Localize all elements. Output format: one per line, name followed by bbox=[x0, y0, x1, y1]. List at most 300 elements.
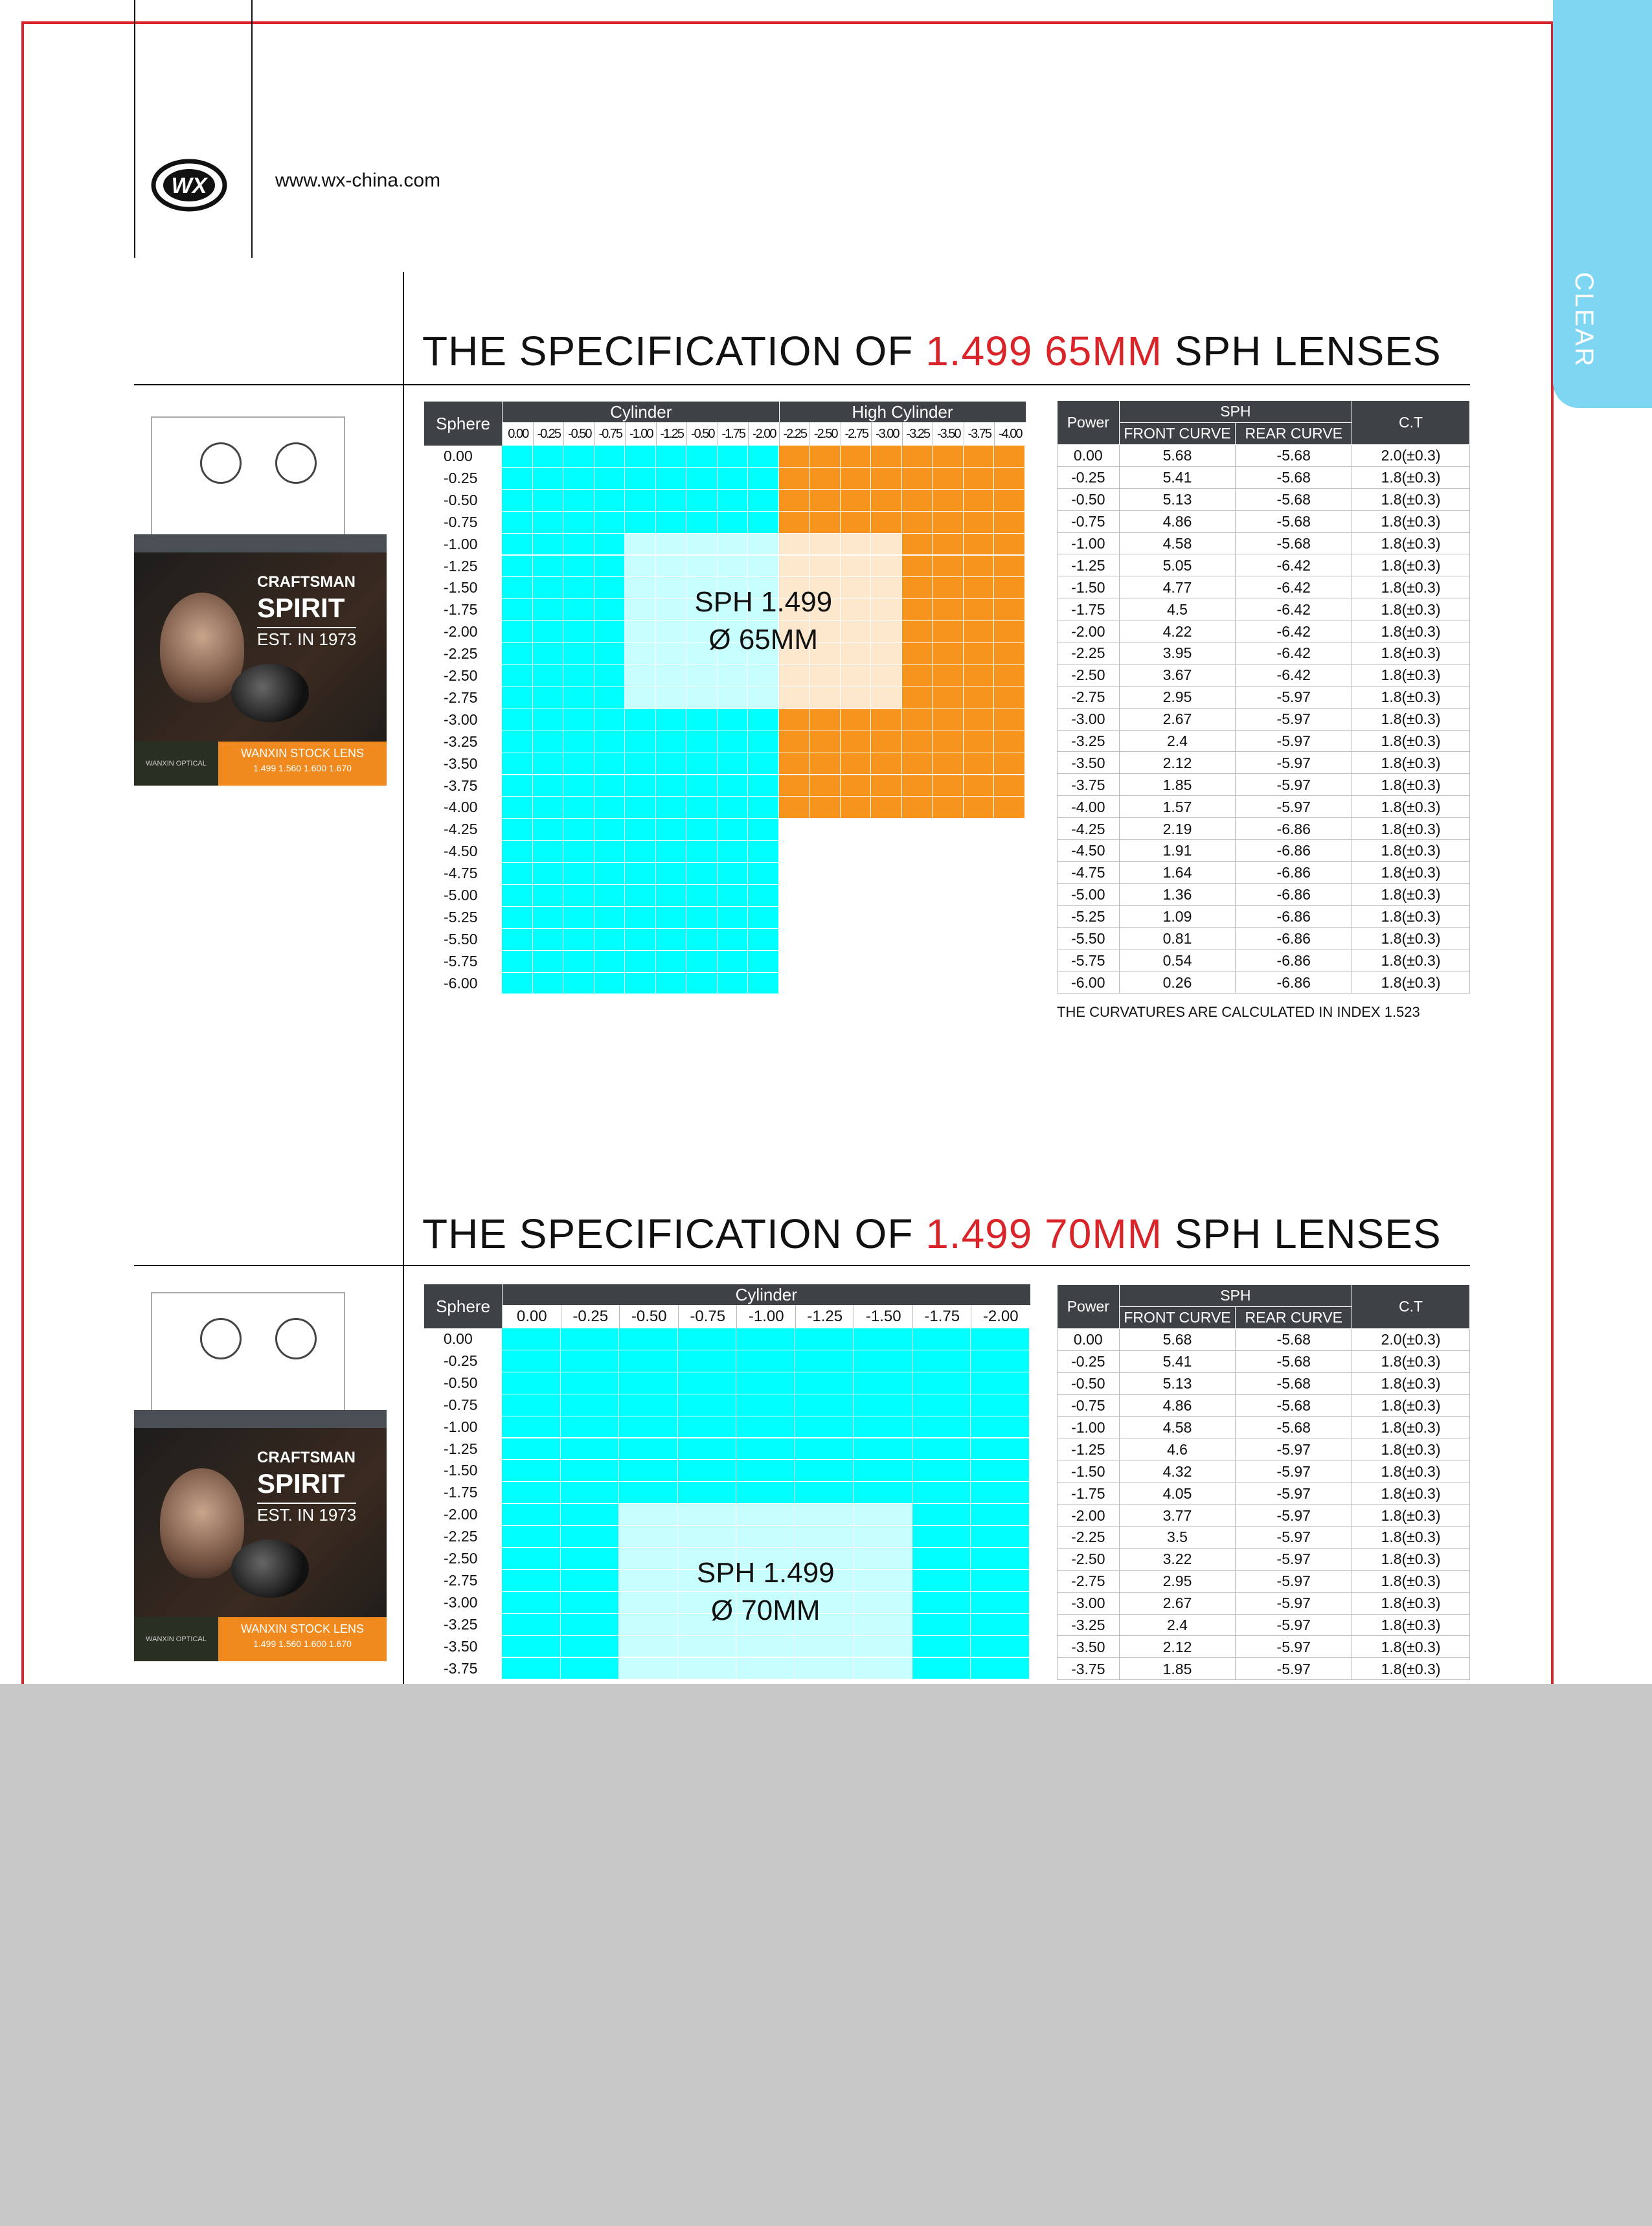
grid-row-label: -5.25 bbox=[444, 908, 478, 926]
front-curve-cell: 5.13 bbox=[1119, 1372, 1236, 1394]
grid-cell-cylinder bbox=[502, 1460, 561, 1482]
grid-cell-cylinder bbox=[748, 709, 779, 731]
grid-cell-high-cylinder bbox=[841, 512, 872, 534]
grid-cell-high-cylinder bbox=[964, 599, 995, 621]
grid-cell-cylinder bbox=[594, 863, 626, 885]
grid-cell-cylinder bbox=[971, 1658, 1030, 1680]
grid-cell-high-cylinder bbox=[902, 665, 933, 687]
grid-cell-cylinder bbox=[718, 753, 749, 775]
grid-cell-cylinder bbox=[594, 556, 626, 578]
front-curve-cell: 2.4 bbox=[1119, 1614, 1236, 1636]
ct-cell: 1.8(±0.3) bbox=[1352, 1505, 1470, 1527]
table-row bbox=[1058, 796, 1470, 818]
ct-cell: 1.8(±0.3) bbox=[1352, 1658, 1470, 1680]
grid-cell-cylinder bbox=[971, 1328, 1030, 1350]
frame-top-border bbox=[21, 21, 1563, 24]
grid-cell-cylinder bbox=[678, 1328, 737, 1350]
grid-cell-cylinder bbox=[686, 731, 718, 753]
front-curve-cell: 4.32 bbox=[1119, 1460, 1236, 1482]
grid-cell-cylinder bbox=[748, 775, 779, 797]
front-curve-cell: 1.85 bbox=[1119, 774, 1236, 796]
grid-cell-cylinder bbox=[912, 1526, 971, 1548]
grid-col-label: -1.00 bbox=[736, 1305, 796, 1329]
curvature-note: THE CURVATURES ARE CALCULATED IN INDEX 1.523 bbox=[1057, 1004, 1420, 1020]
grid-cell-cylinder bbox=[656, 863, 687, 885]
rear-curve-cell: -5.97 bbox=[1236, 1658, 1352, 1680]
grid-cell-high-cylinder bbox=[964, 775, 995, 797]
col-sph: SPH bbox=[1119, 1285, 1352, 1307]
grid-cell-cylinder bbox=[625, 929, 656, 951]
ct-cell: 1.8(±0.3) bbox=[1352, 971, 1470, 994]
lens-availability-grid-65mm bbox=[424, 402, 1031, 997]
grid-cell-cylinder bbox=[854, 1438, 912, 1460]
ct-cell: 1.8(±0.3) bbox=[1352, 1460, 1470, 1482]
grid-cell-cylinder bbox=[912, 1548, 971, 1570]
table-row bbox=[1058, 1636, 1470, 1658]
grid-cell-cylinder bbox=[561, 1438, 620, 1460]
front-curve-cell: 4.5 bbox=[1119, 598, 1236, 620]
grid-cell-cylinder bbox=[594, 446, 626, 468]
grid-cell-high-cylinder bbox=[964, 490, 995, 512]
grid-cell-cylinder bbox=[533, 577, 564, 599]
grid-cell-high-cylinder bbox=[994, 753, 1025, 775]
rear-curve-cell: -5.97 bbox=[1236, 730, 1352, 752]
grid-cell-cylinder bbox=[748, 753, 779, 775]
front-curve-cell: 4.6 bbox=[1119, 1438, 1236, 1460]
grid-header-sphere: Sphere bbox=[424, 1284, 502, 1328]
power-cell: -4.75 bbox=[1058, 861, 1120, 883]
grid-cell-cylinder bbox=[656, 819, 687, 841]
grid-cell-high-cylinder bbox=[964, 446, 995, 468]
grid-cell-cylinder bbox=[533, 907, 564, 929]
grid-cell-high-cylinder bbox=[902, 621, 933, 643]
front-curve-cell: 2.67 bbox=[1119, 1592, 1236, 1614]
grid-cell-cylinder bbox=[563, 863, 594, 885]
grid-cell-high-cylinder bbox=[779, 797, 810, 819]
grid-cell-cylinder bbox=[502, 1636, 561, 1658]
grid-cell-cylinder bbox=[656, 885, 687, 907]
grid-cell-cylinder bbox=[854, 1372, 912, 1394]
front-curve-cell: 0.54 bbox=[1119, 949, 1236, 971]
section1-title: THE SPECIFICATION OF 1.499 65MM SPH LENSES bbox=[422, 328, 1442, 374]
grid-cell-cylinder bbox=[748, 731, 779, 753]
front-curve-cell: 1.85 bbox=[1119, 1658, 1236, 1680]
grid-col-label: -3.50 bbox=[933, 422, 964, 446]
ct-cell: 1.8(±0.3) bbox=[1352, 883, 1470, 905]
table-row bbox=[1058, 840, 1470, 862]
grid-cell-cylinder bbox=[502, 599, 533, 621]
front-curve-cell: 4.58 bbox=[1119, 1416, 1236, 1438]
grid-cell-cylinder bbox=[594, 534, 626, 556]
table-row bbox=[1058, 510, 1470, 532]
grid-cell-high-cylinder bbox=[994, 709, 1025, 731]
grid-cell-cylinder bbox=[971, 1416, 1030, 1438]
grid-cell-cylinder bbox=[561, 1328, 620, 1350]
grid-cell-cylinder bbox=[736, 1394, 795, 1416]
grid-cell-cylinder bbox=[533, 468, 564, 490]
ct-cell: 1.8(±0.3) bbox=[1352, 1394, 1470, 1416]
grid-col-label: -0.75 bbox=[678, 1305, 738, 1329]
ct-cell: 1.8(±0.3) bbox=[1352, 927, 1470, 949]
grid-cell-cylinder bbox=[561, 1350, 620, 1372]
ct-cell: 2.0(±0.3) bbox=[1352, 445, 1470, 467]
grid-col-label: -1.50 bbox=[854, 1305, 913, 1329]
grid-row-label: -3.00 bbox=[444, 1593, 478, 1611]
package-stock-label: WANXIN STOCK LENS 1.499 1.560 1.600 1.670 bbox=[218, 742, 387, 786]
rear-curve-cell: -6.42 bbox=[1236, 598, 1352, 620]
grid-cell-cylinder bbox=[656, 490, 687, 512]
grid-cell-cylinder bbox=[748, 468, 779, 490]
ct-cell: 1.8(±0.3) bbox=[1352, 532, 1470, 554]
grid-cell-cylinder bbox=[502, 1350, 561, 1372]
ct-cell: 1.8(±0.3) bbox=[1352, 510, 1470, 532]
table-row bbox=[1058, 576, 1470, 598]
grid-cell-cylinder bbox=[563, 643, 594, 665]
grid-cell-cylinder bbox=[718, 819, 749, 841]
grid-cell-cylinder bbox=[686, 446, 718, 468]
ct-cell: 1.8(±0.3) bbox=[1352, 488, 1470, 510]
table-row bbox=[1058, 1548, 1470, 1570]
grid-cell-cylinder bbox=[502, 1504, 561, 1526]
table-row bbox=[1058, 1438, 1470, 1460]
col-power: Power bbox=[1058, 401, 1120, 445]
ct-cell: 1.8(±0.3) bbox=[1352, 466, 1470, 488]
front-curve-cell: 1.57 bbox=[1119, 796, 1236, 818]
grid-cell-cylinder bbox=[502, 797, 533, 819]
grid-cell-cylinder bbox=[854, 1460, 912, 1482]
ct-cell: 1.8(±0.3) bbox=[1352, 642, 1470, 664]
grid-row-label: -5.75 bbox=[444, 952, 478, 970]
grid-cell-cylinder bbox=[678, 1350, 737, 1372]
grid-cell-high-cylinder bbox=[841, 753, 872, 775]
grid-cell-high-cylinder bbox=[964, 577, 995, 599]
grid-cell-cylinder bbox=[971, 1592, 1030, 1614]
grid-cell-cylinder bbox=[502, 709, 533, 731]
ct-cell: 1.8(±0.3) bbox=[1352, 686, 1470, 708]
grid-cell-high-cylinder bbox=[994, 797, 1025, 819]
grid-cell-cylinder bbox=[912, 1570, 971, 1592]
grid-row-label: -5.00 bbox=[444, 887, 478, 903]
rear-curve-cell: -6.86 bbox=[1236, 905, 1352, 927]
table-row bbox=[1058, 1372, 1470, 1394]
grid-cell-cylinder bbox=[533, 951, 564, 973]
power-cell: -5.00 bbox=[1058, 883, 1120, 905]
grid-cell-cylinder bbox=[718, 731, 749, 753]
grid-cell-cylinder bbox=[625, 775, 656, 797]
grid-cell-cylinder bbox=[563, 468, 594, 490]
grid-cell-cylinder bbox=[561, 1658, 620, 1680]
grid-cell-high-cylinder bbox=[871, 446, 902, 468]
grid-cell-cylinder bbox=[686, 863, 718, 885]
grid-cell-cylinder bbox=[625, 468, 656, 490]
grid-cell-high-cylinder bbox=[933, 599, 964, 621]
front-curve-cell: 1.09 bbox=[1119, 905, 1236, 927]
grid-cell-high-cylinder bbox=[964, 621, 995, 643]
grid-cell-high-cylinder bbox=[809, 468, 841, 490]
grid-cell-cylinder bbox=[625, 841, 656, 863]
grid-cell-cylinder bbox=[656, 446, 687, 468]
grid-cell-cylinder bbox=[502, 863, 533, 885]
grid-cell-cylinder bbox=[686, 709, 718, 731]
grid-cell-cylinder bbox=[533, 687, 564, 709]
table-row bbox=[1058, 1394, 1470, 1416]
grid-cell-high-cylinder bbox=[964, 753, 995, 775]
grid-cell-cylinder bbox=[912, 1614, 971, 1636]
grid-cell-cylinder bbox=[748, 819, 779, 841]
power-cell: -5.50 bbox=[1058, 927, 1120, 949]
grid-cell-cylinder bbox=[561, 1416, 620, 1438]
table-row bbox=[1058, 466, 1470, 488]
grid-cell-cylinder bbox=[795, 1482, 854, 1504]
grid-cell-cylinder bbox=[561, 1570, 620, 1592]
power-cell: -2.75 bbox=[1058, 686, 1120, 708]
col-sph: SPH bbox=[1119, 401, 1352, 423]
grid-cell-cylinder bbox=[678, 1394, 737, 1416]
grid-cell-cylinder bbox=[625, 490, 656, 512]
grid-row-label: -3.25 bbox=[444, 733, 478, 750]
grid-row-label: -3.25 bbox=[444, 1615, 478, 1633]
grid-cell-cylinder bbox=[502, 1570, 561, 1592]
grid-cell-cylinder bbox=[561, 1394, 620, 1416]
grid-col-label: -1.75 bbox=[912, 1305, 972, 1329]
grid-cell-high-cylinder bbox=[933, 577, 964, 599]
grid-cell-cylinder bbox=[686, 885, 718, 907]
power-cell: -1.50 bbox=[1058, 1460, 1120, 1482]
grid-cell-high-cylinder bbox=[902, 512, 933, 534]
power-cell: -0.25 bbox=[1058, 466, 1120, 488]
grid-cell-cylinder bbox=[748, 951, 779, 973]
grid-cell-cylinder bbox=[563, 951, 594, 973]
grid-cell-cylinder bbox=[619, 1328, 678, 1350]
grid-cell-cylinder bbox=[502, 1394, 561, 1416]
grid-cell-cylinder bbox=[502, 1548, 561, 1570]
grid-cell-cylinder bbox=[736, 1416, 795, 1438]
grid-cell-cylinder bbox=[533, 973, 564, 995]
front-curve-cell: 5.05 bbox=[1119, 554, 1236, 576]
front-curve-cell: 5.41 bbox=[1119, 466, 1236, 488]
grid-cell-cylinder bbox=[502, 621, 533, 643]
grid-cell-cylinder bbox=[563, 731, 594, 753]
table-row bbox=[1058, 861, 1470, 883]
overlay-index-label: SPH 1.499 bbox=[696, 1556, 835, 1589]
grid-cell-cylinder bbox=[678, 1460, 737, 1482]
grid-cell-high-cylinder bbox=[902, 534, 933, 556]
grid-col-label: -2.00 bbox=[748, 422, 780, 446]
power-cell: -3.25 bbox=[1058, 1614, 1120, 1636]
grid-cell-cylinder bbox=[533, 643, 564, 665]
grid-cell-cylinder bbox=[656, 929, 687, 951]
rear-curve-cell: -6.86 bbox=[1236, 840, 1352, 862]
grid-cell-cylinder bbox=[795, 1416, 854, 1438]
grid-cell-cylinder bbox=[912, 1504, 971, 1526]
grid-cell-cylinder bbox=[594, 929, 626, 951]
grid-cell-cylinder bbox=[971, 1636, 1030, 1658]
ct-cell: 1.8(±0.3) bbox=[1352, 840, 1470, 862]
grid-cell-high-cylinder bbox=[902, 731, 933, 753]
col-ct: C.T bbox=[1352, 401, 1470, 445]
grid-cell-high-cylinder bbox=[933, 775, 964, 797]
grid-cell-cylinder bbox=[533, 665, 564, 687]
power-cell: -3.50 bbox=[1058, 752, 1120, 774]
power-cell: -0.50 bbox=[1058, 488, 1120, 510]
grid-cell-cylinder bbox=[533, 885, 564, 907]
grid-cell-high-cylinder bbox=[994, 599, 1025, 621]
grid-header-cylinder: Cylinder bbox=[502, 1284, 1030, 1305]
grid-cell-high-cylinder bbox=[809, 446, 841, 468]
page-bottom-gray bbox=[0, 1684, 1652, 2226]
grid-cell-cylinder bbox=[718, 468, 749, 490]
grid-cell-cylinder bbox=[854, 1416, 912, 1438]
grid-cell-cylinder bbox=[619, 1416, 678, 1438]
rear-curve-cell: -6.42 bbox=[1236, 642, 1352, 664]
grid-cell-cylinder bbox=[502, 468, 533, 490]
grid-cell-cylinder bbox=[561, 1592, 620, 1614]
grid-cell-cylinder bbox=[502, 1614, 561, 1636]
grid-row-label: -0.75 bbox=[444, 513, 478, 530]
front-curve-cell: 1.91 bbox=[1119, 840, 1236, 862]
grid-cell-cylinder bbox=[502, 534, 533, 556]
package-brand-line1: CRAFTSMAN bbox=[257, 573, 356, 591]
rear-curve-cell: -5.97 bbox=[1236, 1636, 1352, 1658]
power-cell: -4.00 bbox=[1058, 796, 1120, 818]
ct-cell: 1.8(±0.3) bbox=[1352, 752, 1470, 774]
sph-curve-table-70mm bbox=[1057, 1284, 1470, 1684]
power-cell: -4.50 bbox=[1058, 840, 1120, 862]
grid-cell-cylinder bbox=[971, 1504, 1030, 1526]
front-curve-cell: 2.12 bbox=[1119, 1636, 1236, 1658]
front-curve-cell: 2.4 bbox=[1119, 730, 1236, 752]
grid-cell-high-cylinder bbox=[871, 512, 902, 534]
power-cell: 0.00 bbox=[1058, 445, 1120, 467]
grid-cell-cylinder bbox=[795, 1328, 854, 1350]
grid-cell-high-cylinder bbox=[871, 753, 902, 775]
grid-cell-cylinder bbox=[795, 1460, 854, 1482]
grid-cell-cylinder bbox=[561, 1526, 620, 1548]
ct-cell: 1.8(±0.3) bbox=[1352, 708, 1470, 730]
grid-cell-high-cylinder bbox=[964, 534, 995, 556]
ct-cell: 1.8(±0.3) bbox=[1352, 1416, 1470, 1438]
grid-cell-cylinder bbox=[912, 1482, 971, 1504]
grid-cell-cylinder bbox=[718, 973, 749, 995]
rear-curve-cell: -5.97 bbox=[1236, 708, 1352, 730]
grid-cell-cylinder bbox=[625, 863, 656, 885]
grid-cell-cylinder bbox=[563, 446, 594, 468]
grid-cell-cylinder bbox=[971, 1614, 1030, 1636]
grid-cell-high-cylinder bbox=[841, 797, 872, 819]
rear-curve-cell: -5.68 bbox=[1236, 466, 1352, 488]
grid-cell-cylinder bbox=[656, 973, 687, 995]
grid-cell-cylinder bbox=[678, 1416, 737, 1438]
grid-cell-cylinder bbox=[718, 512, 749, 534]
grid-cell-cylinder bbox=[502, 907, 533, 929]
grid-cell-cylinder bbox=[912, 1328, 971, 1350]
grid-cell-cylinder bbox=[533, 797, 564, 819]
grid-cell-cylinder bbox=[736, 1482, 795, 1504]
grid-row-label: -3.75 bbox=[444, 777, 478, 794]
grid-cell-high-cylinder bbox=[933, 490, 964, 512]
grid-cell-cylinder bbox=[594, 951, 626, 973]
grid-cell-high-cylinder bbox=[964, 665, 995, 687]
grid-cell-cylinder bbox=[561, 1482, 620, 1504]
power-cell: -0.75 bbox=[1058, 510, 1120, 532]
grid-cell-cylinder bbox=[619, 1482, 678, 1504]
ct-cell: 1.8(±0.3) bbox=[1352, 730, 1470, 752]
rear-curve-cell: -5.97 bbox=[1236, 1460, 1352, 1482]
grid-cell-cylinder bbox=[971, 1570, 1030, 1592]
front-curve-cell: 0.26 bbox=[1119, 971, 1236, 994]
power-cell: -2.50 bbox=[1058, 1548, 1120, 1570]
rear-curve-cell: -6.42 bbox=[1236, 576, 1352, 598]
ct-cell: 1.8(±0.3) bbox=[1352, 1636, 1470, 1658]
grid-cell-cylinder bbox=[686, 951, 718, 973]
table-row bbox=[1058, 598, 1470, 620]
table-row bbox=[1058, 664, 1470, 686]
grid-cell-cylinder bbox=[971, 1460, 1030, 1482]
grid-cell-cylinder bbox=[563, 819, 594, 841]
power-cell: -2.25 bbox=[1058, 1527, 1120, 1549]
power-cell: -1.00 bbox=[1058, 1416, 1120, 1438]
grid-cell-cylinder bbox=[533, 863, 564, 885]
grid-cell-cylinder bbox=[656, 468, 687, 490]
grid-cell-cylinder bbox=[563, 512, 594, 534]
grid-cell-cylinder bbox=[656, 731, 687, 753]
front-curve-cell: 3.22 bbox=[1119, 1548, 1236, 1570]
grid-cell-high-cylinder bbox=[902, 577, 933, 599]
grid-cell-high-cylinder bbox=[964, 556, 995, 578]
grid-cell-cylinder bbox=[686, 775, 718, 797]
grid-cell-cylinder bbox=[563, 841, 594, 863]
table-row bbox=[1058, 686, 1470, 708]
power-cell: -2.25 bbox=[1058, 642, 1120, 664]
grid-cell-high-cylinder bbox=[871, 490, 902, 512]
grid-cell-cylinder bbox=[736, 1372, 795, 1394]
grid-cell-cylinder bbox=[619, 1394, 678, 1416]
front-curve-cell: 1.36 bbox=[1119, 883, 1236, 905]
rear-curve-cell: -5.97 bbox=[1236, 752, 1352, 774]
grid-cell-cylinder bbox=[912, 1460, 971, 1482]
grid-cell-high-cylinder bbox=[933, 687, 964, 709]
website-url[interactable]: www.wx-china.com bbox=[275, 170, 441, 191]
grid-cell-high-cylinder bbox=[933, 446, 964, 468]
grid-col-label: -2.50 bbox=[809, 422, 841, 446]
header-divider-right bbox=[251, 0, 253, 258]
grid-cell-cylinder bbox=[686, 753, 718, 775]
rear-curve-cell: -6.86 bbox=[1236, 949, 1352, 971]
grid-cell-cylinder bbox=[971, 1438, 1030, 1460]
grid-row-label: 0.00 bbox=[444, 448, 473, 464]
grid-cell-cylinder bbox=[563, 753, 594, 775]
grid-cell-cylinder bbox=[912, 1416, 971, 1438]
grid-cell-cylinder bbox=[625, 753, 656, 775]
table-row bbox=[1058, 949, 1470, 971]
grid-cell-cylinder bbox=[748, 512, 779, 534]
front-curve-cell: 3.95 bbox=[1119, 642, 1236, 664]
grid-cell-cylinder bbox=[561, 1372, 620, 1394]
rear-curve-cell: -5.97 bbox=[1236, 1592, 1352, 1614]
grid-col-label: -4.00 bbox=[994, 422, 1026, 446]
grid-cell-cylinder bbox=[594, 621, 626, 643]
front-curve-cell: 2.67 bbox=[1119, 708, 1236, 730]
power-cell: -1.50 bbox=[1058, 576, 1120, 598]
rear-curve-cell: -5.97 bbox=[1236, 686, 1352, 708]
grid-cell-high-cylinder bbox=[902, 468, 933, 490]
power-cell: -3.75 bbox=[1058, 1658, 1120, 1680]
grid-row-label: -4.00 bbox=[444, 799, 478, 816]
table-row bbox=[1058, 642, 1470, 664]
table-row bbox=[1058, 1658, 1470, 1680]
grid-cell-high-cylinder bbox=[933, 797, 964, 819]
ct-cell: 1.8(±0.3) bbox=[1352, 664, 1470, 686]
